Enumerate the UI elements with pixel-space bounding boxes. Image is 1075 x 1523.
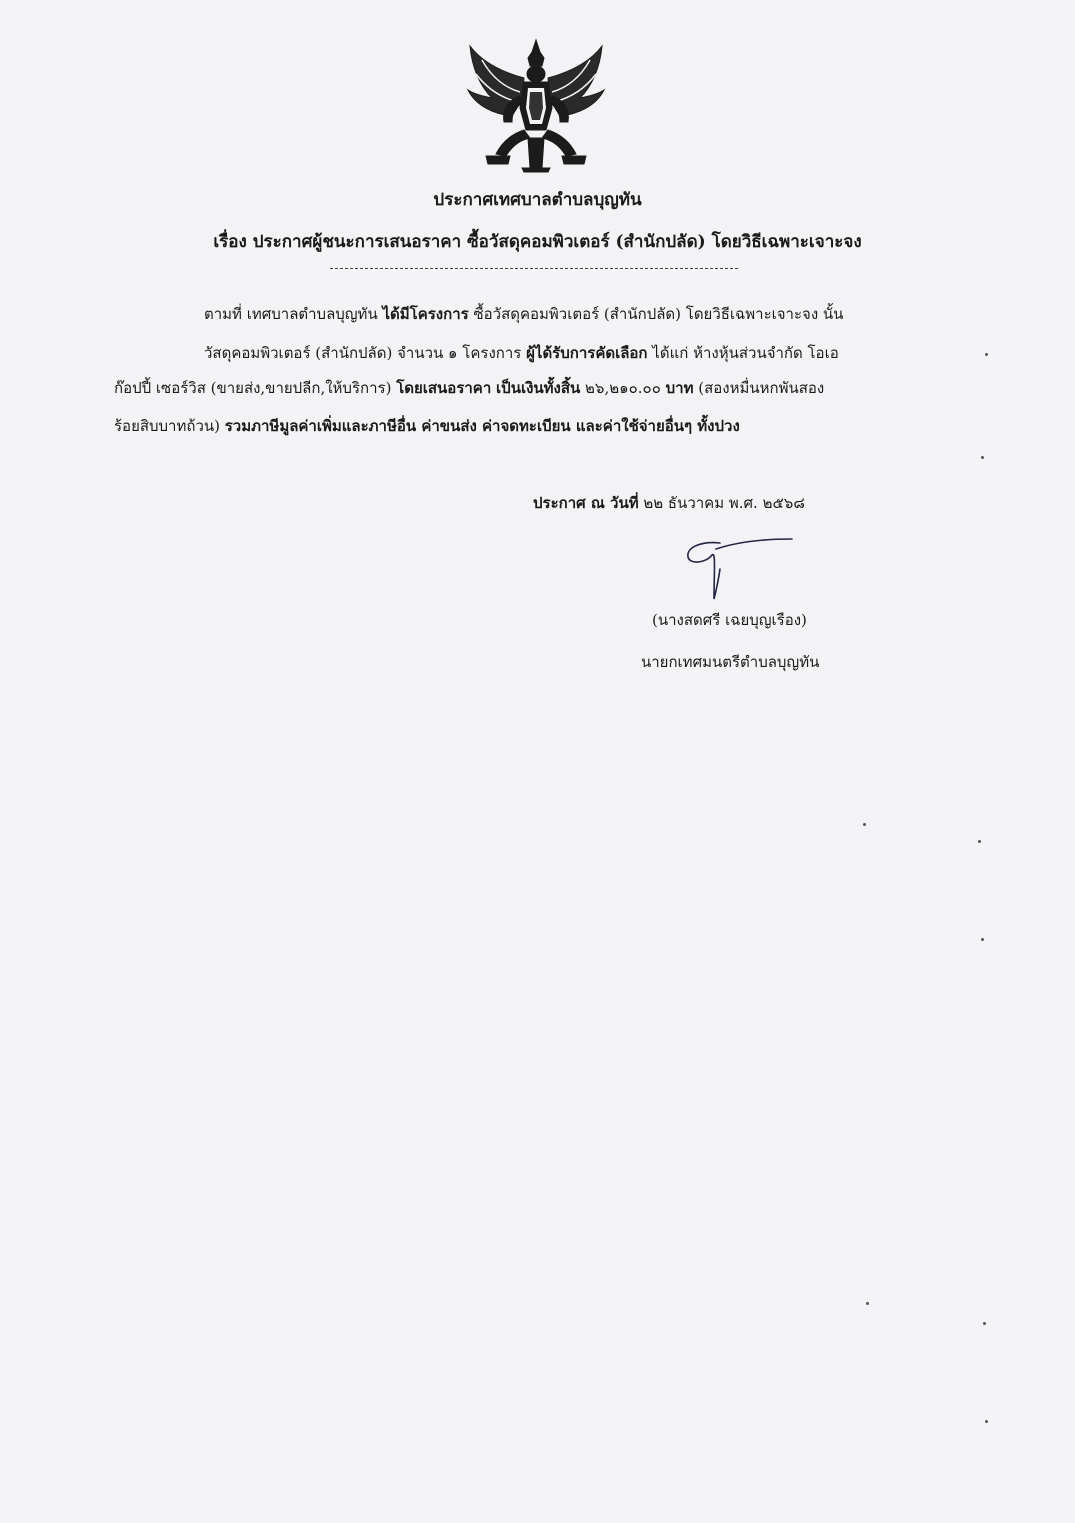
- body-text-bold: ได้มีโครงการ: [382, 305, 469, 323]
- body-line-4: [114, 414, 740, 438]
- body-line-3: [114, 376, 824, 400]
- scan-speck: [978, 840, 981, 843]
- body-text-bold: รวมภาษีมูลค่าเพิ่มและภาษีอื่น ค่าขนส่ง ค่าจดทะเบียน และค่าใช้จ่ายอื่นๆ ทั้งปวง: [224, 417, 740, 435]
- date-value: ๒๒ ธันวาคม พ.ศ. ๒๕๖๘: [638, 494, 805, 512]
- body-line-2: [204, 341, 839, 365]
- scan-speck: [983, 1322, 986, 1325]
- body-text: ซื้อวัสดุคอมพิวเตอร์ (สำนักปลัด) โดยวิธีเฉพาะเจาะจง นั้น: [468, 305, 844, 323]
- body-text-bold: บาท: [665, 379, 694, 397]
- amount-value: ๒๖,๒๑๐.๐๐: [580, 379, 666, 397]
- subject-heading: เรื่อง ประกาศผู้ชนะการเสนอราคา ซื้อวัสดุคอมพิวเตอร์ (สำนักปลัด) โดยวิธีเฉพาะเจาะจง: [213, 232, 862, 252]
- heading-separator: [330, 268, 738, 269]
- issuer-heading: ประกาศเทศบาลตำบลบุญทัน: [433, 190, 642, 210]
- date-prefix: ประกาศ ณ วันที่: [533, 494, 639, 512]
- body-text: ตามที่ เทศบาลตำบลบุญทัน: [204, 305, 383, 323]
- body-text: (สองหมื่นหกพันสอง: [693, 379, 825, 397]
- scan-speck: [981, 456, 984, 459]
- scan-speck: [981, 938, 984, 941]
- body-text: วัสดุคอมพิวเตอร์ (สำนักปลัด) จำนวน ๑ โครงการ: [204, 344, 527, 362]
- body-text-bold: โดยเสนอราคา: [396, 379, 492, 397]
- body-text: ได้แก่ ห้างหุ้นส่วนจำกัด โอเอ: [647, 344, 839, 362]
- signer-name: (นางสดศรี เฉยบุญเรือง): [652, 611, 807, 629]
- handwritten-signature-icon: [680, 533, 800, 603]
- scan-speck: [866, 1302, 869, 1305]
- body-text-bold: ผู้ได้รับการคัดเลือก: [526, 344, 648, 362]
- body-line-1: [204, 302, 843, 326]
- body-text: ร้อยสิบบาทถ้วน): [114, 417, 225, 435]
- signer-position: นายกเทศมนตรีตำบลบุญทัน: [641, 653, 820, 671]
- garuda-emblem-icon: [462, 38, 610, 174]
- body-text: ก๊อปปี้ เซอร์วิส (ขายส่ง,ขายปลีก,ให้บริการ): [114, 379, 397, 397]
- scan-speck: [985, 353, 988, 356]
- scan-speck: [985, 1420, 988, 1423]
- body-text-bold: เป็นเงินทั้งสิ้น: [496, 379, 581, 397]
- scan-speck: [863, 823, 866, 826]
- announcement-date: [533, 491, 805, 515]
